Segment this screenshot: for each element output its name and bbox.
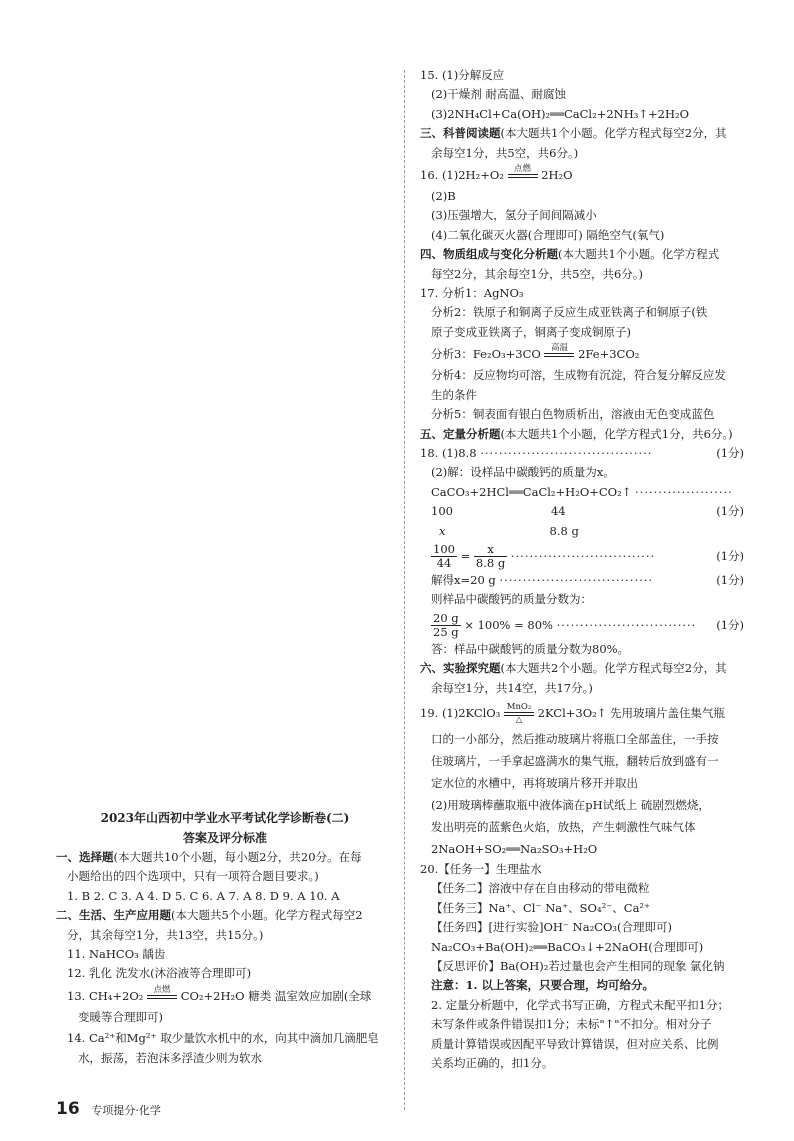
section-3-note: 余每空1分，共5空，共6分。) bbox=[431, 145, 579, 160]
note-line-5: 关系均正确的，扣1分。 bbox=[431, 1056, 554, 1071]
q17-line-3: 原子变成亚铁离子，铜离子变成铜原子) bbox=[431, 324, 631, 339]
condition-mark: MnO₂ △ bbox=[504, 703, 534, 725]
right-column bbox=[420, 66, 744, 1073]
note-line-1: 注意：1. 以上答案，只要合理，均可给分。 bbox=[431, 978, 655, 993]
note-line-2: 2. 定量分析题中，化学式书写正确，方程式未配平扣1分； bbox=[431, 997, 729, 1012]
page-number: 16 bbox=[56, 1099, 80, 1119]
section-6-note: 余每空1分，共14空，共17分。) bbox=[431, 680, 593, 695]
q16-line-3: (3)压强增大，氢分子间间隔减小 bbox=[431, 208, 597, 223]
page-footer bbox=[56, 1099, 161, 1119]
q17-line-7: 分析5：铜表面有银白色物质析出，溶液由无色变成蓝色 bbox=[431, 407, 715, 422]
q18-line-9: $\frac{20 g}{25 g}$ × 100% = 80% ······························ (1分) bbox=[433, 611, 744, 640]
q18-line-8: 则样品中碳酸钙的质量分数为： bbox=[431, 592, 592, 607]
book-name: 专项提分·化学 bbox=[91, 1104, 161, 1117]
condition-mark: 高温 bbox=[544, 344, 574, 366]
section-4-note: 每空2分，其余每空1分，共5空，共6分。) bbox=[431, 266, 644, 281]
q18-line-7: 解得x=20 g ································· (1分) bbox=[431, 572, 744, 587]
q18-line-2: (2)解：设样品中碳酸钙的质量为x。 bbox=[431, 465, 615, 480]
q15-line-1: 15. (1)分解反应 bbox=[420, 68, 505, 82]
q18-line-1: 18. (1)8.8 ····································· (1分) bbox=[420, 445, 744, 460]
q16-line-4: (4)二氧化碳灭火器(合理即可) 隔绝空气(氧气) bbox=[431, 227, 665, 242]
fraction: $\frac{20 g}{25 g}$ bbox=[433, 611, 459, 640]
q15-line-3: (3)2NH₄Cl+Ca(OH)₂══CaCl₂+2NH₃↑+2H₂O bbox=[431, 106, 690, 121]
section-4-heading: 四、物质组成与变化分析题(本大题共1个小题。化学方程式 bbox=[420, 247, 720, 262]
q17-line-6: 生的条件 bbox=[431, 387, 477, 402]
q17-line-2: 分析2：铁原子和铜离子反应生成亚铁离子和铜原子(铁 bbox=[431, 305, 708, 320]
q17-line-1: 17. 分析1：AgNO₃ bbox=[420, 286, 524, 301]
q18-line-4: 100 44 bbox=[431, 504, 566, 519]
q20-line-5: Na₂CO₃+Ba(OH)₂══BaCO₃↓+2NaOH(合理即可) bbox=[431, 939, 704, 954]
condition-mark: 点燃 bbox=[147, 986, 177, 1008]
left-column bbox=[56, 808, 394, 1069]
q15-line-2: (2)干燥剂 耐高温、耐腐蚀 bbox=[431, 87, 566, 102]
fraction: $\frac{x}{8.8 g}$ bbox=[475, 542, 506, 571]
q19-line-2: 口的一小部分，然后推动玻璃片将瓶口全部盖住，一手按 bbox=[431, 731, 719, 746]
q14-line-2: 水，振荡，若泡沫多浮渣少则为软水 bbox=[78, 1051, 262, 1066]
q19-line-4: 定水位的水槽中，再将玻璃片移开并取出 bbox=[431, 775, 638, 790]
fraction: $\frac{100}{44}$ bbox=[433, 542, 455, 571]
q19-line-1: 19. (1)2KClO₃ MnO₂ △ 2KCl+3O₂↑ 先用玻璃片盖住集气瓶 bbox=[420, 701, 726, 725]
q19-line-7: 2NaOH+SO₂══Na₂SO₃+H₂O bbox=[431, 841, 598, 856]
q20-line-3: 【任务三】Na⁺、Cl⁻ Na⁺、SO₄²⁻、Ca²⁺ bbox=[431, 900, 651, 915]
section-2-heading: 二、生活、生产应用题(本大题共5个小题。化学方程式每空2 bbox=[56, 908, 363, 923]
q19-line-5: (2)用玻璃棒蘸取瓶中液体滴在pH试纸上 硫剧烈燃烧， bbox=[431, 797, 710, 812]
q18-line-10: 答：样品中碳酸钙的质量分数为80%。 bbox=[431, 641, 630, 656]
q13-line-1: 13. CH₄+2O₂ 点燃 CO₂+2H₂O 糖类 温室效应加剧(全球 bbox=[56, 984, 394, 1008]
q17-line-5: 分析4：反应物均可溶，生成物有沉淀，符合复分解反应发 bbox=[431, 368, 726, 383]
q12-line: 12. 乳化 洗发水(沐浴液等合理即可) bbox=[67, 966, 252, 981]
section-1-heading: 一、选择题(本大题共10个小题，每小题2分，共20分。在每 bbox=[56, 850, 362, 864]
q18-line-6: $\frac{100}{44}$ = $\frac{x}{8.8 g}$ ······························· (1分) bbox=[433, 542, 744, 571]
note-line-3: 未写条件或条件错误扣1分；未标"↑"不扣分。相对分子 bbox=[431, 1017, 712, 1032]
document-title: 2023年山西初中学业水平考试化学诊断卷(二) bbox=[100, 811, 350, 825]
section-2-note: 分，其余每空1分，共13空，共15分。) bbox=[67, 927, 264, 942]
q16-line-1: 16. (1)2H₂+O₂ 点燃 2H₂O bbox=[420, 163, 744, 187]
q19-line-6: 发出明亮的蓝紫色火焰，放热，产生刺激性气味气体 bbox=[431, 819, 696, 834]
q13-line-2: 变暖等合理即可) bbox=[78, 1009, 163, 1024]
section-1-note: 小题给出的四个选项中，只有一项符合题目要求。) bbox=[67, 869, 319, 884]
section-5-heading: 五、定量分析题(本大题共1个小题，化学方程式1分，共6分。) bbox=[420, 426, 733, 441]
q18-line-5: x 8.8 g bbox=[439, 523, 579, 538]
q19-line-3: 住玻璃片，一手拿起盛满水的集气瓶，翻转后放到盛有一 bbox=[431, 753, 719, 768]
q14-line-1: 14. Ca²⁺和Mg²⁺ 取少量饮水机中的水，向其中滴加几滴肥皂 bbox=[67, 1031, 379, 1046]
q18-line-3: CaCO₃+2HCl══CaCl₂+H₂O+CO₂↑ ····················· (1分) bbox=[431, 484, 744, 519]
note-line-4: 质量计算错误或因配平导致计算错误，但对应关系、比例 bbox=[431, 1036, 719, 1051]
q16-line-2: (2)B bbox=[431, 189, 456, 204]
q17-line-4: 分析3：Fe₂O₃+3CO 高温 2Fe+3CO₂ bbox=[420, 342, 744, 366]
section-3-heading: 三、科普阅读题(本大题共1个小题。化学方程式每空2分，其 bbox=[420, 126, 727, 141]
q20-line-2: 【任务二】溶液中存在自由移动的带电微粒 bbox=[431, 881, 650, 896]
q11-line: 11. NaHCO₃ 龋齿 bbox=[67, 947, 166, 962]
q20-line-6: 【反思评价】Ba(OH)₂若过量也会产生相同的现象 氯化钠 bbox=[431, 959, 725, 973]
q20-line-4: 【任务四】[进行实验]OH⁻ Na₂CO₃(合理即可) bbox=[431, 920, 672, 935]
section-1-answers: 1. B 2. C 3. A 4. D 5. C 6. A 7. A 8. D 9. A 10. A bbox=[67, 888, 340, 903]
column-divider bbox=[404, 70, 405, 1110]
section-6-heading: 六、实验探究题(本大题共2个小题。化学方程式每空2分，其 bbox=[420, 661, 727, 676]
document-subtitle: 答案及评分标准 bbox=[182, 831, 267, 845]
condition-mark: 点燃 bbox=[508, 165, 538, 187]
q20-line-1: 20.【任务一】生理盐水 bbox=[420, 861, 542, 876]
